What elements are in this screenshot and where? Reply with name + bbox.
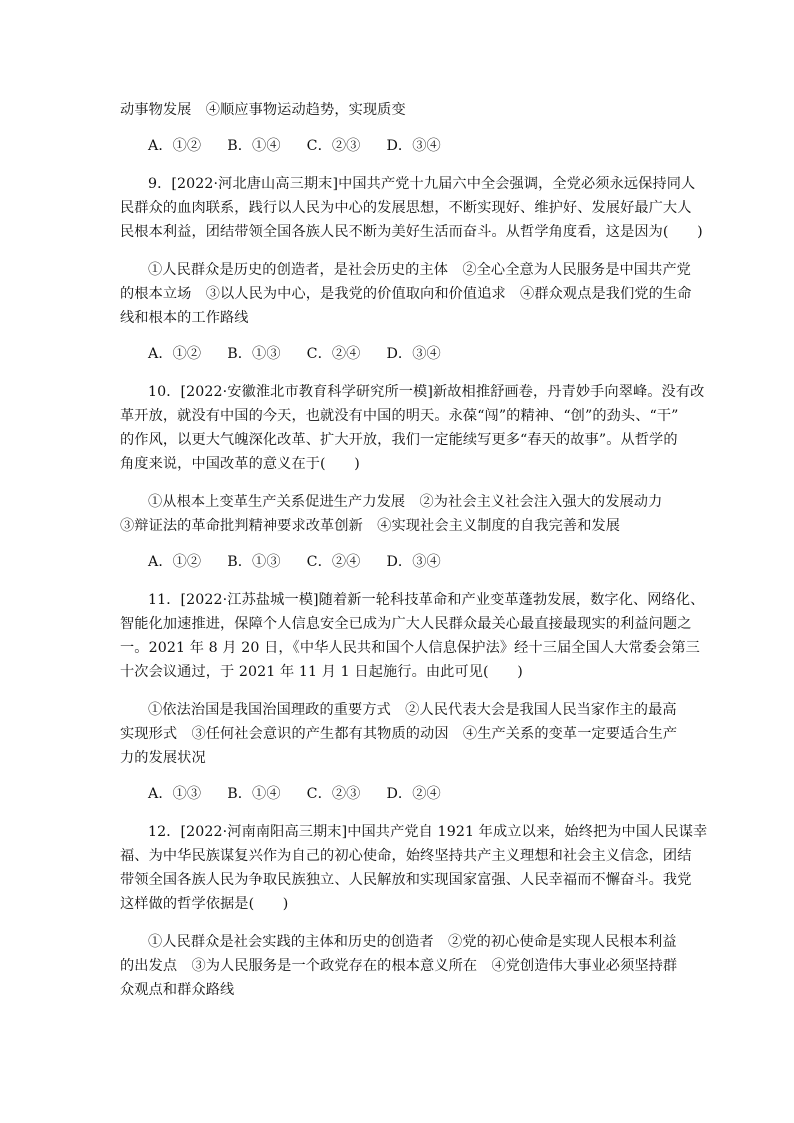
q9-option-c: C．②④: [306, 346, 361, 362]
q11-statements-line-2: 实现形式 ③任何社会意识的产生都有其物质的动因 ④生产关系的变革一定要适合生产: [120, 726, 678, 742]
q10-stem-line-3: 的作风，以更大气魄深化改革、扩大开放，我们一定能续写更多“春天的故事”。从哲学的: [120, 432, 678, 448]
q9-option-d: D．③④: [386, 346, 441, 362]
q9-stem-line-1: 9．[2022·河北唐山高三期末]中国共产党十九届六中全会强调，全党必须永远保持同人: [148, 176, 696, 192]
q11-answer-options: [148, 784, 467, 804]
q10-statements-line-2: ③辩证法的革命批判精神要求改革创新 ④实现社会主义制度的自我完善和发展: [120, 518, 621, 534]
q11-statements-line-1: ①依法治国是我国治国理政的重要方式 ②人民代表大会是我国人民当家作主的最高: [148, 702, 677, 718]
q12-statements-line-3: 众观点和群众路线: [120, 982, 235, 998]
q8-option-c: C．②③: [306, 138, 361, 154]
q10-statements-line-1: ①从根本上变革生产关系促进生产力发展 ②为社会主义社会注入强大的发展动力: [148, 494, 663, 510]
q9-statements-line-3: 线和根本的工作路线: [120, 310, 249, 326]
q8-answer-options: [148, 136, 467, 156]
q8-option-b: B．①④: [227, 138, 281, 154]
q10-option-b: B．①③: [227, 554, 281, 570]
q11-stem-line-3: 一。2021 年 8 月 20 日，《中华人民共和国个人信息保护法》经十三届全国人大常委会第三: [120, 640, 700, 656]
q11-stem-line-4: 十次会议通过，于 2021 年 11 月 1 日起施行。由此可见( ): [120, 664, 523, 680]
q9-statements-line-1: ①人民群众是历史的创造者，是社会历史的主体 ②全心全意为人民服务是中国共产党: [148, 262, 691, 278]
q12-stem-line-4: 这样做的哲学依据是( ): [120, 896, 289, 912]
q9-stem-line-3: 民根本利益，团结带领全国各族人民不断为美好生活而奋斗。从哲学角度看，这是因为( ): [120, 224, 703, 240]
q12-statements-line-1: ①人民群众是社会实践的主体和历史的创造者 ②党的初心使命是实现人民根本利益: [148, 934, 677, 950]
q9-option-a: A．①②: [148, 346, 202, 362]
q11-option-d: D．②④: [386, 786, 441, 802]
q10-option-d: D．③④: [386, 554, 441, 570]
q10-answer-options: [148, 552, 467, 572]
q10-stem-line-2: 革开放，就没有中国的今天，也就没有中国的明天。永葆“闯”的精神、“创”的劲头、“干”: [120, 408, 679, 424]
q9-option-b: B．①③: [227, 346, 281, 362]
q12-stem-line-1: 12．[2022·河南南阳高三期末]中国共产党自 1921 年成立以来，始终把为中国人民谋幸: [148, 824, 708, 840]
q8-option-a: A．①②: [148, 138, 202, 154]
q10-stem-line-4: 角度来说，中国改革的意义在于( ): [120, 456, 360, 472]
q11-option-a: A．①③: [148, 786, 202, 802]
q11-stem-line-1: 11．[2022·江苏盐城一模]随着新一轮科技革命和产业变革蓬勃发展，数字化、网络化、: [148, 592, 705, 608]
q12-stem-line-2: 福、为中华民族谋复兴作为自己的初心使命，始终坚持共产主义理想和社会主义信念，团结: [120, 848, 692, 864]
q9-stem-line-2: 民群众的血肉联系，践行以人民为中心的发展思想，不断实现好、维护好、发展好最广大人: [120, 200, 692, 216]
q12-statements-line-2: 的出发点 ③为人民服务是一个政党存在的根本意义所在 ④党创造伟大事业必须坚持群: [120, 958, 678, 974]
q10-option-a: A．①②: [148, 554, 202, 570]
q9-answer-options: [148, 344, 467, 364]
q10-option-c: C．②④: [306, 554, 361, 570]
q10-stem-line-1: 10．[2022·安徽淮北市教育科学研究所一模]新故相推舒画卷，丹青妙手向翠峰。没有改: [148, 384, 705, 400]
q9-statements-line-2: 的根本立场 ③以人民为中心，是我党的价值取向和价值追求 ④群众观点是我们党的生命: [120, 286, 692, 302]
q11-stem-line-2: 智能化加速推进，保障个人信息安全已成为广大人民群众最关心最直接最现实的利益问题之: [120, 616, 692, 632]
q11-statements-line-3: 力的发展状况: [120, 750, 206, 766]
q12-stem-line-3: 带领全国各族人民为争取民族独立、人民解放和实现国家富强、人民幸福而不懈奋斗。我党: [120, 872, 692, 888]
q11-option-c: C．②③: [306, 786, 361, 802]
q11-option-b: B．①④: [227, 786, 281, 802]
q8-option-text-continued: 动事物发展 ④顺应事物运动趋势，实现质变: [120, 102, 406, 118]
q8-option-d: D．③④: [386, 138, 441, 154]
